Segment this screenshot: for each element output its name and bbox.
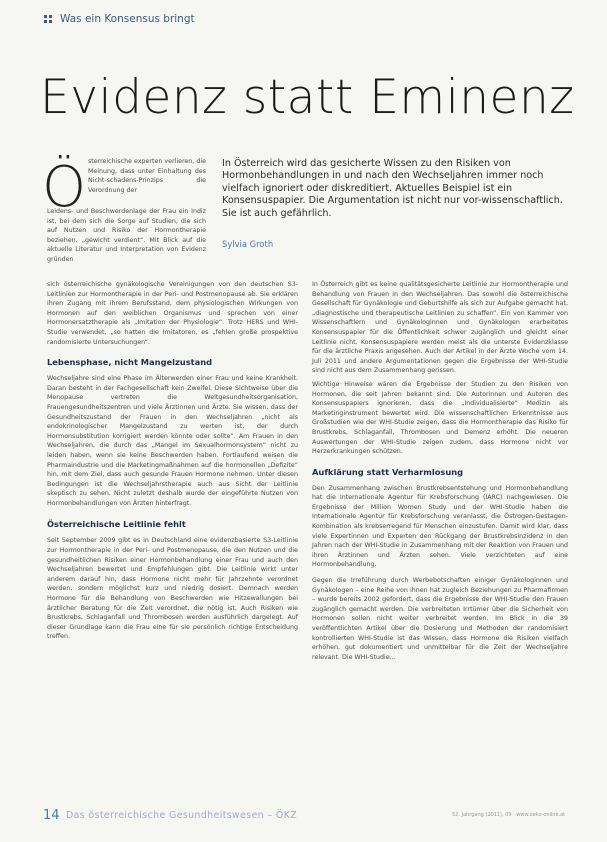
page-number: 14 [43,808,60,823]
intro-text-wrapped [88,157,206,195]
right-paragraph-1: In Österreich gibt es keine qualitätsgesicherte Leitlinie zur Hormontherapie und Behandlung von Frauen in den Wechseljahren. Das sowohl die österreichische Gesellschaft für Gynäkologie und Geburtshilfe als sich zur Aufgabe gemacht hat, „diagnostische und therapeutische Leitlinien zu schaffen“. Ein von Kammer von Wissenschaftlern und Gynäkologinnen und Gynäkologen erarbeitetes Konsensuspapier für die Öffentlichkeit schwer zugänglich und gleicht einer Leitlinie nicht. Konsensuspapiere werden meist als die unterste Evidenzklasse für die ärztliche Praxis angesehen. Auch der Artikel in der Ärzte Woche vom 14. Juli 2011 und andere Argumentationen gegen die Ergebnisse der WHI-Studie sind nicht aus dem Zusammenhang gerissen. [312,281,568,375]
grid-icon [44,15,52,23]
intro-paragraph-2: Leidens- und Beschwerdenlage der Frau ein Indiz ist, bei dem sich die Sorge auf Studien, die sich auf Nutzen und Risiko der Hormontherapie beziehen, „gewicht verdient“. Mit Blick auf die aktuelle Literatur und Interpretation von Evidenz gründen [47,208,206,263]
intro-paragraph-1: sterreichische experten verlieren, die Meinung, dass unter Einhaltung des Nicht-schadens-Prinzips die Verordnung der [88,158,206,194]
footer-publication-title: Das österreichische Gesundheitswesen – ÖKZ [66,810,298,821]
left-paragraph-1: sich österreichische gynäkologische Vereinigungen von den deutschen S3-Leitlinien zur Hormontherapie in der Peri- und Postmenopause ab. Sie erklären ihren Zugang mit ihrem Berufsstand, dem physiologischen Wirkungen von Hormonen auf den weiblichen Organismus und sprechen von einer Hormonersatztherapie als „Imitation der Physiologie“. Trotz HERS und WHI-Studie verwendet, „so hatten die Imitatoren, es „fehlen große prospektive randomisierte Untersuchungen“. [47,281,298,346]
drop-cap: Ö [42,155,87,220]
right-column [312,280,568,662]
kicker-text: Was ein Konsensus bringt [60,13,195,25]
left-paragraph-3: Seit September 2009 gibt es in Deutschland eine evidenzbasierte S3-Leitlinie zur Hormontherapie in der Peri- und Postmenopause, die den Nutzen und die gesundheitlichen Risiken einer Hormonbehandlung einer Frau und auch den Wechseljahren bewertet und Empfehlungen gibt. Die Leitlinie wirkt unter anderem darauf hin, dass Hormone nicht mehr für Jahrzehnte verordnet werden, sondern möglichst kurz und niedrig dosiert. Demnach werden Hormone für die Behandlung von Beschwerden wie Hitzewallungen bei ärztlicher Beratung für die Zeit verordnet, die nötig ist. Auch Risiken wie Brustkrebs, Schlaganfall und Thrombosen werden ausführlich dargelegt. Auf dieser Grundlage kann die Frau eine für sie persönlich richtige Entscheidung treffen. [47,537,298,641]
right-paragraph-4: Gegen die Irreführung durch Werbebotschaften einiger Gynäkologinnen und Gynäkologen – eine Reihe von ihnen hat zugleich Beziehungen zu Pharmafirmen – wurde bereits 2002 gefordert, dass die Ergebnisse der WHI-Studie den Frauen zugänglich gemacht werden. Die verbreiteten Irrtümer über die Sicherheit von Hormonen sollen nicht weiter verbreitet werden. Im Blick in die 39 veröffentlichten Artikel über die Dosierung und Methoden der randomisiert kontrollierten WHI-Studie ist das Wissen, dass Hormone die Risiken vielfach erhöhen, gut dokumentiert und unmittelbar für die Zeit der Wechseljahre relevant. Die WHI-Studie... [312,577,568,661]
intro-text-continued [47,207,206,265]
left-paragraph-2: Wechseljahre sind eine Phase im Älterwerden einer Frau und keine Krankheit. Daran besteht in der Fachgesellschaft kein Zweifel. Diese Sichtweise über die Menopause vertreten die Weltgesundheitsorganisation, Frauengesundheitszentren und viele Ärztinnen und Ärzte. Sie wissen, dass der Gesundheitszustand der Frauen in den Wechseljahren „nicht als endokrinologischer Mangelzustand zu werten ist, der durch Hormonsubstitution korrigiert werden könnte oder sollte“. Am Frauen in den Wechseljahren, die durch das „Mangel im Sexualhormonsystem“ nicht zu leiden haben, wenn sie keine Beschwerden haben. Fortlaufend weisen die Pharmaindustrie und die Marketingmaßnahmen auf die hormonellen „Defizite“ hin, mit dem Ziel, dass auch gesunde Frauen Hormone nehmen. Unter diesen Bedingungen ist die Wechseljahrstherapie auch aus Sicht der Leitlinie skeptisch zu sehen. Nicht zuletzt deshalb wurde der eingeführte Nutzen von Hormonbehandlungen von Ärzten hinterfragt. [47,375,298,507]
right-paragraph-3: Den Zusammenhang zwischen Brustkrebsentstehung und Hormonbehandlung hat die Internationale Agentur für Krebsforschung (IARC) nachgewiesen. Die Ergebnisse der Million Women Study und der WHI-Studie haben die Internationale Agentur für Krebsforschung veranlasst, die Östrogen-Gestagen-Kombination als krebserregend für Menschen einzustufen. Damit wird klar, dass viele Expertinnen und Experten den Rückgang der Brustkrebsinzidenz in den Jahren nach der WHI-Studie in Zusammenhang mit der Reaktion von Frauen und ihren Ärztinnen und Ärzten sehen. Viele verzichteten auf eine Hormonbehandlung. [312,484,568,569]
footer-issue-info: 52. Jahrgang (2011), 09 · www.oekz-online.at [452,812,566,818]
subhead-lebensphase: Lebensphase, nicht Mangelzustand [47,357,213,368]
right-paragraph-2: Wichtige Hinweise wären die Ergebnisse der Studien zu den Risiken von Hormonen, die seit Jahren bekannt sind. Die Autorinnen und Autoren des Konsensuspapiers ignorieren, dass die „Individualisierte“ Medizin als Marketinginstrument bewertet wird. Die wissenschaftlichen Erkenntnisse aus Großstudien wie der WHI-Studie zeigen, dass die Hormontherapie das Risiko für Brustkrebs, Schlaganfall, Thrombosen und Demenz erhöht. Die neueren Auswertungen der WHI-Studie zeigen zudem, dass Hormone nicht vor Herzerkrankungen schützen. [312,380,568,456]
lead-paragraph: In Österreich wird das gesicherte Wissen zu den Risiken von Hormonbehandlungen in und nach den Wechseljahren immer noch vielfach ignoriert oder diskreditiert. Aktuelles Beispiel ist ein Konsensuspapier. Die Argumentation ist nicht nur vor-wissenschaftlich. Sie ist auch gefährlich. [222,158,563,219]
subhead-aufklaerung: Aufklärung statt Verharmlosung [312,466,464,477]
section-kicker [44,13,195,25]
subhead-leitlinie: Österreichische Leitlinie fehlt [47,519,186,530]
article-headline: Evidenz statt Eminenz [40,70,575,125]
author-byline: Sylvia Groth [222,239,274,249]
left-column [47,280,298,642]
